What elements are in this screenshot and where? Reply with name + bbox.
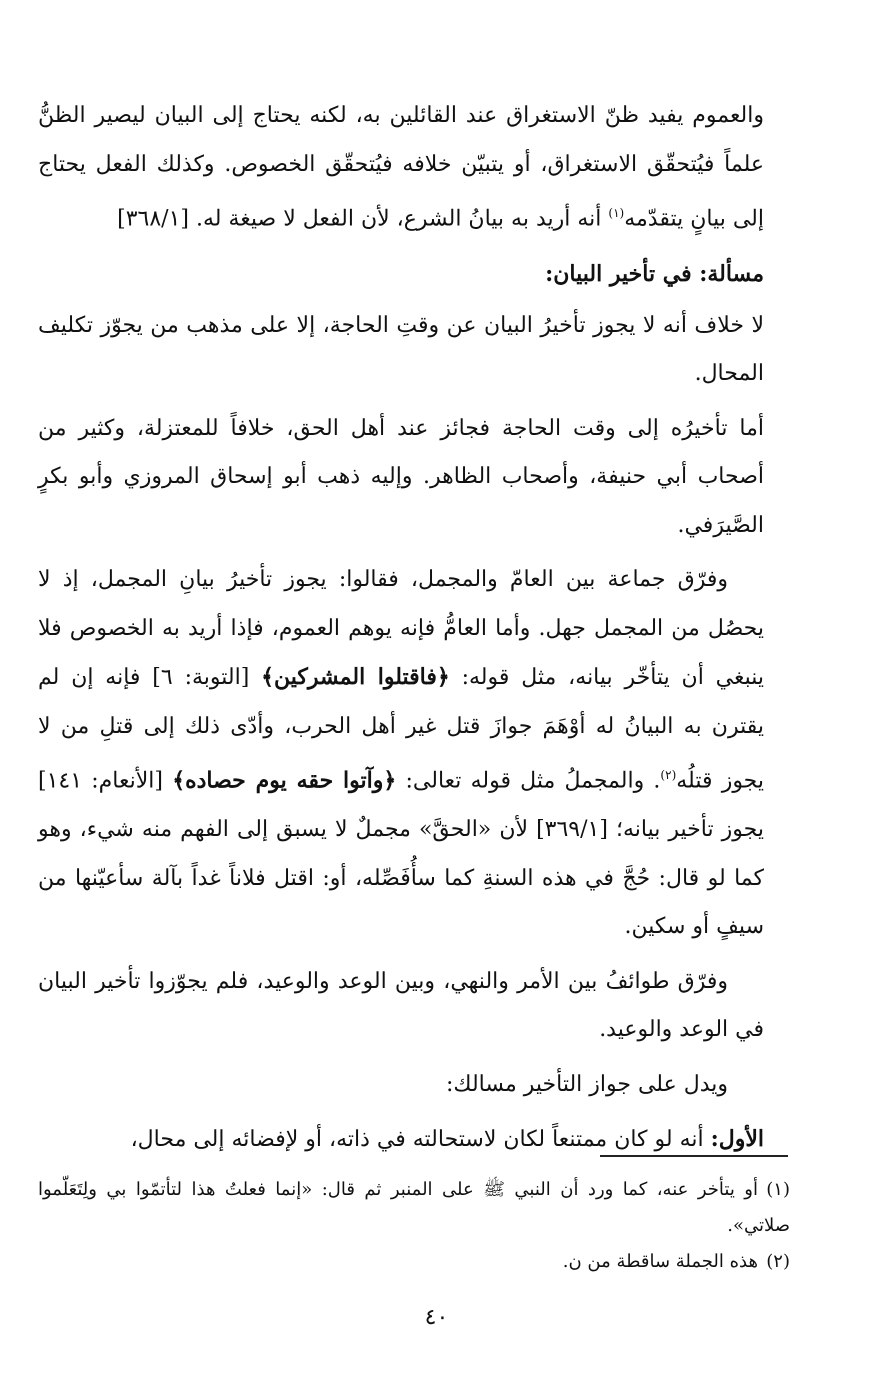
- paragraph-4-d: [الأنعام: ١٤١] يجوز تأخير بيانه؛ [٣٦٩/١] لأن «الحقَّ» مجملٌ لا يسبق إلى الفهم منه شيء، وهو كما لو قال: حُجَّ في هذه السنةِ كما سأُفَصِّله، أو: اقتل فلاناً غداً بآلة سأعيّنها من سيفٍ أو سكين.: [38, 768, 764, 940]
- quran-verse-2: ﴿وآتوا حقه يوم حصاده﴾: [172, 767, 397, 794]
- footnote-number: (١): [766, 1179, 790, 1200]
- footnotes: [38, 1172, 790, 1280]
- paragraph-4-c: . والمجملُ مثل قوله تعالى:: [396, 768, 661, 794]
- paragraph-2: لا خلاف أنه لا يجوز تأخيرُ البيان عن وقتِ الحاجة، إلا على مذهب من يجوّز تكليف المحال.: [38, 312, 764, 387]
- paragraph-1-text: والعموم يفيد ظنّ الاستغراق عند القائلين به، لكنه يحتاج إلى البيان ليصير الظنُّ علماً فيُتحقّق الاستغراق، أو يتبيّن خلافه فيُتحقّق الخصوص. وكذلك الفعل يحتاج إلى بيانٍ يتقدّمه: [38, 103, 764, 232]
- main-text: [38, 92, 764, 1171]
- page-number: ٤٠: [424, 1305, 449, 1330]
- footnote-text: هذه الجملة ساقطة من ن.: [562, 1251, 758, 1272]
- paragraph-4-a: وفرّق جماعة بين العامّ والمجمل، فقالوا: يجوز تأخيرُ بيانِ المجمل، إذ لا يحصُل من المجمل جهل. وأما العامُّ فإنه يوهم العموم، فإذا أريد به الخصوص فلا ينبغي أن يتأخّر بيانه، مثل قوله:: [38, 567, 765, 691]
- paragraph-5: وفرّق طوائفُ بين الأمر والنهي، وبين الوعد والوعيد، فلم يجوّزوا تأخير البيان في الوعد والوعيد.: [38, 968, 764, 1043]
- paragraph-7-text: أنه لو كان ممتنعاً لكان لاستحالته في ذاته، أو لإفضائه إلى محال،: [130, 1127, 711, 1153]
- quran-verse-1: ﴿فاقتلوا المشركين﴾: [261, 664, 450, 691]
- paragraph-4-b: [التوبة: ٦] فإنه إن لم يقترن به البيانُ له أوْهَمَ جوازَ قتل غير أهل الحرب، وأدّى ذلك إلى قتلِ من لا يجوز قتلُه: [38, 665, 765, 794]
- footnote-marker-2: (٢): [660, 768, 677, 783]
- paragraph-1: [38, 92, 764, 244]
- footnote-1: [38, 1172, 790, 1244]
- footnote-number: (٢): [766, 1251, 790, 1272]
- section-heading: مسألة: في تأخير البيان:: [545, 260, 764, 287]
- footnote-marker-1: (١): [608, 206, 625, 220]
- point-label: الأول:: [710, 1126, 764, 1153]
- footnote-separator: [600, 1155, 788, 1157]
- footnote-2: [38, 1244, 790, 1280]
- paragraph-7: [38, 1115, 764, 1165]
- footnote-text: أو يتأخر عنه، كما ورد أن النبي ﷺ على المنبر ثم قال: «إنما فعلتُ هذا لتأتمّوا بي ولِتَعَلّموا صلاتي».: [38, 1179, 790, 1236]
- paragraph-4: [38, 556, 764, 951]
- paragraph-3: أما تأخيرُه إلى وقت الحاجة فجائز عند أهل الحق، خلافاً للمعتزلة، وكثير من أصحاب أبي حنيفة، وأصحاب الظاهر. وإليه ذهب أبو إسحاق المروزي وأبو بكرٍ الصَّيرَفي.: [38, 415, 764, 538]
- paragraph-1-tail: أنه أريد به بيانُ الشرع، لأن الفعل لا صيغة له. [٣٦٨/١]: [117, 206, 609, 232]
- paragraph-6: ويدل على جواز التأخير مسالك:: [445, 1071, 728, 1097]
